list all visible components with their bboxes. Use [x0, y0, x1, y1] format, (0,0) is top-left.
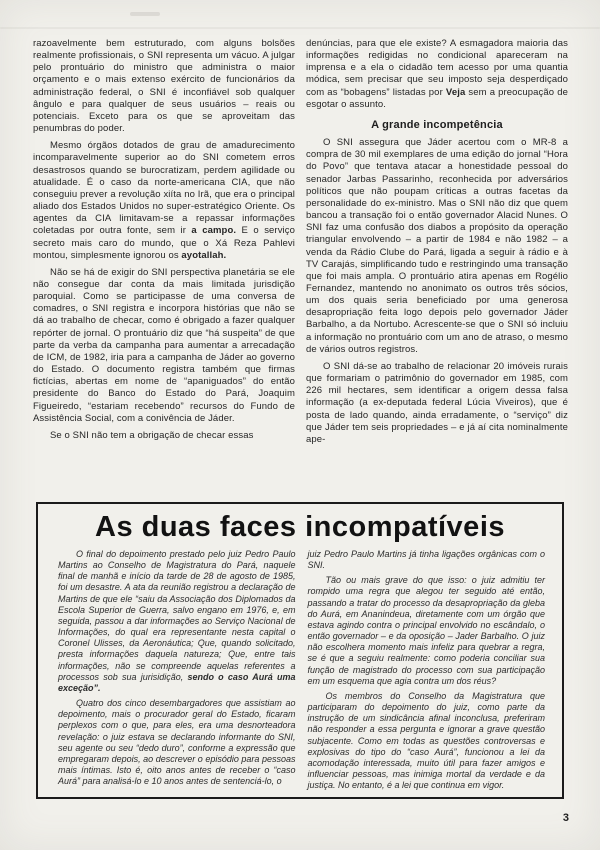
text-run: Quatro dos cinco desembargadores que assistiam ao depoimento, mais o procurador geral do Estado, ficaram perplexos com o que, para eles, era uma desnorteadora revelação: o juiz estava se declarando informante do SNI, seu agente ou seu “dedo duro”, conforme a expressão que empregaram depois, ao descrever o episódio para pessoas mais íntimas. Isto é, oito anos antes de receber o “caso Aurá” para analisá-lo e 10 anos antes de sentenciá-lo, o — [58, 698, 296, 787]
paragraph — [33, 267, 295, 425]
text-run: Se o SNI não tem a obrigação de checar essas — [50, 429, 254, 441]
text-run: Tão ou mais grave do que isso: o juiz admitiu ter rompido uma regra que alegou ter seguido até então, passando a tratar do processo da desapropriação da gleba do Aurá, em Ananindeua, diretamente com um órgão que estava agindo contra o principal envolvido no escândalo, o então governador – e da oposição – Jader Barbalho. O juiz não escolhera momento mais infeliz para quebrar a regra, se é que a seguiu realmente: como poderia conciliar sua função de magistrado do processo com sua participação em um esquema que agia contra um dos réus? — [307, 575, 545, 686]
bold-text-run: sendo o caso Aurá uma exceção”. — [58, 671, 296, 693]
bold-text-run: a campo. — [191, 225, 237, 237]
article-body — [33, 38, 568, 451]
box-title: As duas faces incompatíveis — [95, 511, 505, 543]
bold-text-run: ayotallah. — [181, 249, 227, 261]
paragraph — [306, 361, 568, 446]
paragraph — [308, 549, 546, 571]
paragraph — [33, 140, 295, 262]
text-run: Não se há de exigir do SNI perspectiva planetária se ele não consegue dar conta da mais limitada jurisdição paroquial. Como se participasse de uma conversa de comadres, o SNI registra e incorpora histórias que não se dá ao trabalho de checar, como é obrigado a fazer qualquer repórter de jornal. O prontuário diz que “há suspeita” de que parte da verba da campanha para aumentar a arrecadação de ICM, de 1982, iria para a campanha de Jáder ao governo do Estado. O documento registra também que firmas fictícias, abertas em nome de “apaniguados” do então presidente do Banco do Estado do Pará, Joaquim Figueiredo, “estariam recebendo” recursos do Fundo de Assistência Social, com a conivência de Jáder. — [33, 266, 295, 424]
feature-box — [36, 502, 564, 799]
bold-text-run: Veja — [445, 86, 466, 98]
paragraph — [58, 549, 296, 694]
paragraph — [58, 698, 296, 787]
box-column-left — [58, 549, 296, 795]
scan-artifact — [130, 12, 160, 16]
text-run: O SNI assegura que Jáder acertou com o MR-8 a compra de 30 mil exemplares de uma edição do jornal “Hora do Povo” que tentava atacar a honestidade pessoal do senador Jarbas Passarinho, reconhecida por adversários políticos que não poupam críticas a outras facetas da personalidade do ex-ministro. Mas o SNI não diz que quem bancou a transação foi o então governador Alacid Nunes. O SNI faz uma confusão dos diabos a propósito da operação triangular envolvendo – a partir de 1984 e não 1982 – a venda da Rádio Clube do Pará, ligada a seguir à rádio e à TV Carajás, simplificando tudo e restringindo uma transação que foi mais ampla. O prontuário atira apenas em Rogélio Fernandez, mantendo no anonimato os outros três sócios, um dos quais seria beneficiado por uma generosa desapropriação feita logo depois pelo governador Jáder Barbalho, a da Nortubo. Acrescente-se que o SNI só incluiu a informação no prontuário com um ano de atraso, o mesmo de vários outros registros. — [306, 137, 568, 355]
box-column-right — [308, 549, 546, 795]
text-run: O SNI dá-se ao trabalho de relacionar 20 imóveis rurais que formariam o patrimônio do governador em 1985, com 226 mil hectares, sem identificar a origem dessa falsa informação (a ex-deputada federal Lúcia Viveiros), que é posta de lado quando, ainda erradamente, o “serviço” diz que Jáder tem seis propriedades – e já aí cita nominalmente ape- — [306, 360, 568, 445]
section-heading: A grande incompetência — [371, 118, 503, 131]
article-column-right — [306, 38, 568, 451]
paragraph — [308, 691, 546, 791]
paragraph — [306, 38, 568, 111]
text-run: O final do depoimento prestado pelo juiz Pedro Paulo Martins ao Conselho de Magistratura do Pará, naquele final de manhã e início da tarde de 28 de agosto de 1985, foi um desastre. A ata da reunião registrou a declaração de Martins de que ele “saiu da Associação dos Diplomados da Escola Superior de Guerra, salvo engano em 1976, e, em seguida, passou a dar informações ao Serviço Nacional de Informações, do qual era representante nesta capital o Coronel Ulisses, da Aeronáutica; Que, quando solicitado, presta informações daquela natureza; Que, entre tais informações, não se compreende aquelas referentes a processos sob sua jurisidição, — [58, 549, 296, 682]
paragraph — [306, 137, 568, 356]
paragraph — [33, 430, 295, 442]
text-run: juiz Pedro Paulo Martins já tinha ligações orgânicas com o SNI. — [307, 549, 545, 571]
paragraph — [33, 38, 295, 135]
scan-artifact — [0, 27, 600, 29]
page-number: 3 — [562, 812, 569, 824]
text-run: denúncias, para que ele existe? A esmagadora maioria das informações redigidas no condicional apareceram na imprensa e a ela o cidadão tem acesso por uma quantia módica, sem precisar que seu imposto seja desperdiçado com as “bobagens” listadas por — [306, 38, 568, 98]
paragraph — [308, 575, 546, 687]
text-run: E o serviço secreto mais caro do mundo, que o Xá Reza Pahlevi montou, simplesmente ignorou os — [33, 225, 295, 261]
article-column-left — [33, 38, 295, 451]
text-run: Os membros do Conselho da Magistratura que participaram do depoimento do juiz, como parte da instrução de um sindicância afinal inconclusa, preferiram não responder a essa pergunta e ignorar a grave questão subjacente. Como em todas as questões controversas e explosivas do tipo do “caso Aurá”, funcionou a lei da acomodação interessada, muito útil para fazer amigos e influenciar pessoas, mas inimiga mortal da verdade e da justiça. No entanto, é a lei que continua em vigor. — [307, 690, 545, 791]
text-run: Mesmo órgãos dotados de grau de amadurecimento incomparavelmente superior ao do SNI cometem erros desastrosos quando se burocratizam, perdem agilidade ou atualidade. É o caso da norte-americana CIA, que não conseguiu prever a revolução xiíta no Irã, que era o principal aliado dos Estados Unidos no super-estratégico Oriente. Os agentes da CIA limitavam-se a repassar informações coletadas por outra fonte, sem ir — [33, 140, 295, 237]
box-body — [38, 548, 562, 803]
text-run: sem a preocupação de esgotar o assunto. — [306, 86, 569, 110]
text-run: razoavelmente bem estruturado, com alguns bolsões realmente profissionais, o SNI representa um vácuo. A julgar pelo prontuário do ministro que administra o maior orçamento e o mais extenso exército de funcionários da administração federal, o SNI é inconfiável sob qualquer ângulo e para qualquer de seus usuários – reais ou potenciais. Exceto para os que se aproveitam das penumbras do poder. — [33, 38, 295, 135]
